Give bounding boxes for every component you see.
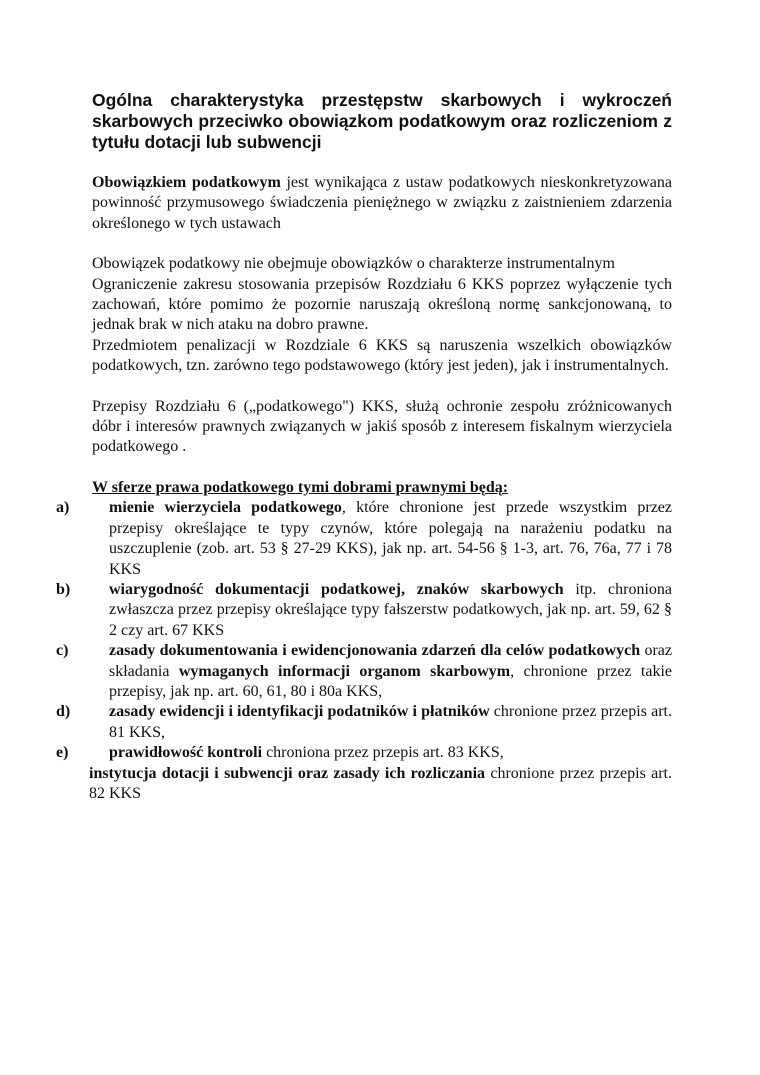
list-marker: e) xyxy=(56,744,69,762)
spacer xyxy=(92,458,672,478)
closing-text: chronione przez przepis art. 82 KKS xyxy=(89,764,673,802)
list-item xyxy=(56,641,673,702)
paragraph-instrumental: Obowiązek podatkowy nie obejmuje obowiązków o charakterze instrumentalnym xyxy=(92,255,615,273)
legal-goods-list xyxy=(56,498,673,763)
section-subheading: W sferze prawa podatkowego tymi dobrami prawnymi będą: xyxy=(92,478,509,496)
list-item-text: itp. chroniona zwłaszcza przez przepisy określające typy fałszerstw podatkowych, jak np. art. 59, 62 § 2 czy art. 67 KKS xyxy=(109,580,673,639)
document-body xyxy=(56,173,673,804)
closing-bold: instytucja dotacji i subwencji oraz zasady ich rozliczania xyxy=(89,764,486,782)
list-item-bold: wymaganych informacji organom skarbowym xyxy=(178,662,511,680)
list-item-text: , które chronione jest przede wszystkim przez przepisy określające te typy czynów, które polegają na narażeniu podatku na uszczuplenie (zob. art. 53 § 27-29 KKS), jak np. art. 54-56 § 1-3, art. 76, 76a, 77 i 78 KKS xyxy=(109,499,672,578)
definition-text: jest wynikająca z ustaw podatkowych nieskonkretyzowana powinność przymusowego świadczenia pieniężnego w związku z zaistnieniem zdarzenia określonego w tych ustawach xyxy=(92,174,672,232)
paragraph-limitation: Ograniczenie zakresu stosowania przepisów Rozdziału 6 KKS poprzez wyłączenie tych zachowań, które pomimo że pozornie naruszają określoną normę sankcjonowaną, to jednak brak w nich ataku na dobro prawne. xyxy=(92,275,672,334)
list-item xyxy=(56,702,672,743)
list-item-bold: zasady ewidencji i identyfikacji podatników i płatników xyxy=(109,703,490,721)
spacer xyxy=(92,234,672,254)
list-item-text: , chronione przez takie przepisy, jak np. art. 60, 61, 80 i 80a KKS, xyxy=(109,662,673,700)
list-item xyxy=(56,498,672,580)
closing-paragraph xyxy=(89,764,672,805)
list-item-bold: mienie wierzyciela podatkowego xyxy=(109,499,342,517)
paragraph-protection: Przepisy Rozdziału 6 („podatkowego") KKS, służą ochronie zespołu zróżnicowanych dóbr i interesów prawnych związanych w jakiś sposób z interesem fiskalnym wierzyciela podatkowego . xyxy=(92,397,672,456)
list-item-bold: wiarygodność dokumentacji podatkowej, znaków skarbowych xyxy=(109,580,564,598)
definition-paragraph xyxy=(92,173,672,234)
spacer xyxy=(92,377,672,397)
list-item-text: oraz składania xyxy=(109,642,672,680)
list-item-bold: prawidłowość kontroli xyxy=(109,744,263,762)
definition-term: Obowiązkiem podatkowym xyxy=(92,174,281,191)
list-item-text: chronione przez przepis art. 81 KKS, xyxy=(109,703,672,741)
list-marker: b) xyxy=(56,580,71,598)
list-item-text: chroniona przez przepis art. 83 KKS, xyxy=(262,744,504,762)
paragraph-penalization: Przedmiotem penalizacji w Rozdziale 6 KKS są naruszenia wszelkich obowiązków podatkowych, tzn. zarówno tego podstawowego (który jest jeden), jak i instrumentalnych. xyxy=(92,336,672,375)
list-item xyxy=(56,580,673,641)
list-marker: d) xyxy=(56,703,71,721)
list-marker: c) xyxy=(56,642,69,660)
list-item xyxy=(56,743,672,763)
list-marker: a) xyxy=(56,499,70,517)
document-title: Ogólna charakterystyka przestępstw skarbowych i wykroczeń skarbowych przeciwko obowiązkom podatkowym oraz rozliczeniom z tytułu dotacji lub subwencji xyxy=(92,90,672,152)
list-item-bold: zasady dokumentowania i ewidencjonowania zdarzeń dla celów podatkowych xyxy=(109,642,641,660)
